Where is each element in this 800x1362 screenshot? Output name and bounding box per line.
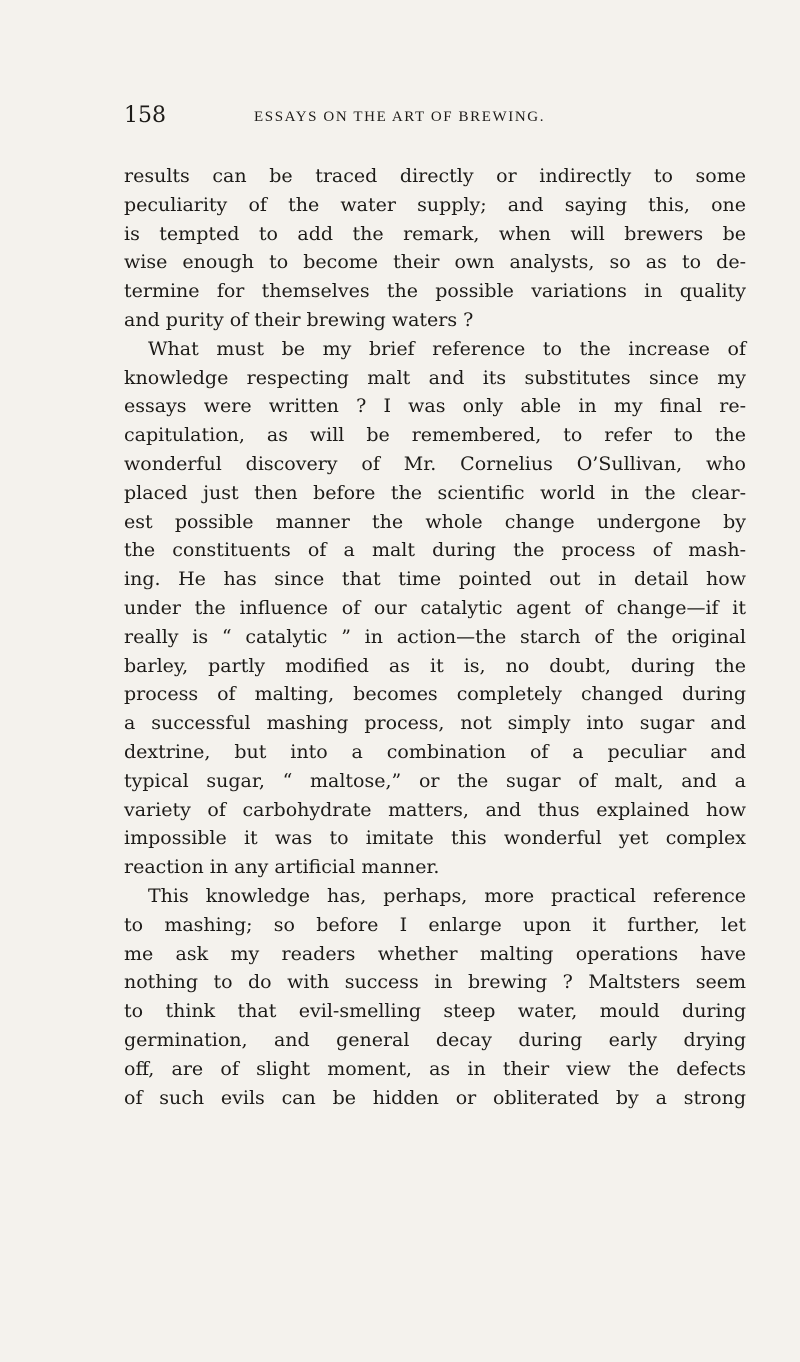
text-line: capitulation, as will be remembered, to refer to the — [124, 424, 746, 447]
body-text — [124, 162, 746, 1112]
text-line: is tempted to add the remark, when will brewers be — [124, 222, 746, 245]
text-line: placed just then before the scientific world in the clear- — [124, 481, 746, 504]
page-header — [124, 103, 744, 133]
paragraph-1 — [124, 162, 746, 335]
text-line: to think that evil-smelling steep water, mould during — [124, 1000, 746, 1023]
text-line: of such evils can be hidden or obliterated by a strong — [124, 1086, 746, 1109]
text-line: est possible manner the whole change undergone by — [124, 510, 746, 533]
text-line: the constituents of a malt during the process of mash- — [124, 539, 746, 562]
paragraph-3 — [124, 882, 746, 1112]
text-line: wise enough to become their own analysts, so as to de- — [124, 251, 746, 274]
text-line: a successful mashing process, not simply into sugar and — [124, 712, 746, 735]
text-line: ing. He has since that time pointed out in detail how — [124, 568, 746, 591]
text-line: termine for themselves the possible variations in quality — [124, 280, 746, 303]
text-line: me ask my readers whether malting operations have — [124, 942, 746, 965]
text-line: off, are of slight moment, as in their view the defects — [124, 1057, 746, 1080]
text-line: wonderful discovery of Mr. Cornelius O’Sullivan, who — [124, 452, 746, 475]
text-line: typical sugar, “ maltose,” or the sugar of malt, and a — [124, 769, 746, 792]
text-line: variety of carbohydrate matters, and thus explained how — [124, 798, 746, 821]
text-line: This knowledge has, perhaps, more practical reference — [148, 884, 746, 907]
text-line: dextrine, but into a combination of a peculiar and — [124, 740, 746, 763]
text-line: What must be my brief reference to the increase of — [148, 337, 746, 360]
text-line: germination, and general decay during early drying — [124, 1028, 746, 1051]
text-line: essays were written ? I was only able in my final re- — [124, 395, 746, 418]
text-line: under the influence of our catalytic agent of change—if it — [124, 596, 746, 619]
page-number: 158 — [124, 103, 166, 128]
text-line: and purity of their brewing waters ? — [124, 308, 474, 331]
text-line: impossible it was to imitate this wonderful yet complex — [124, 827, 746, 850]
paragraph-2 — [124, 335, 746, 882]
text-line: process of malting, becomes completely changed during — [124, 683, 746, 706]
running-head: ESSAYS ON THE ART OF BREWING. — [254, 109, 546, 125]
text-line: knowledge respecting malt and its substitutes since my — [124, 366, 746, 389]
text-line: to mashing; so before I enlarge upon it further, let — [124, 913, 746, 936]
text-line: peculiarity of the water supply; and saying this, one — [124, 193, 746, 216]
text-line: reaction in any artificial manner. — [124, 856, 440, 879]
text-line: really is “ catalytic ” in action—the starch of the original — [124, 625, 746, 648]
text-line: results can be traced directly or indirectly to some — [124, 165, 746, 187]
text-line: nothing to do with success in brewing ? Maltsters seem — [124, 971, 746, 994]
text-line: barley, partly modified as it is, no doubt, during the — [124, 654, 746, 677]
